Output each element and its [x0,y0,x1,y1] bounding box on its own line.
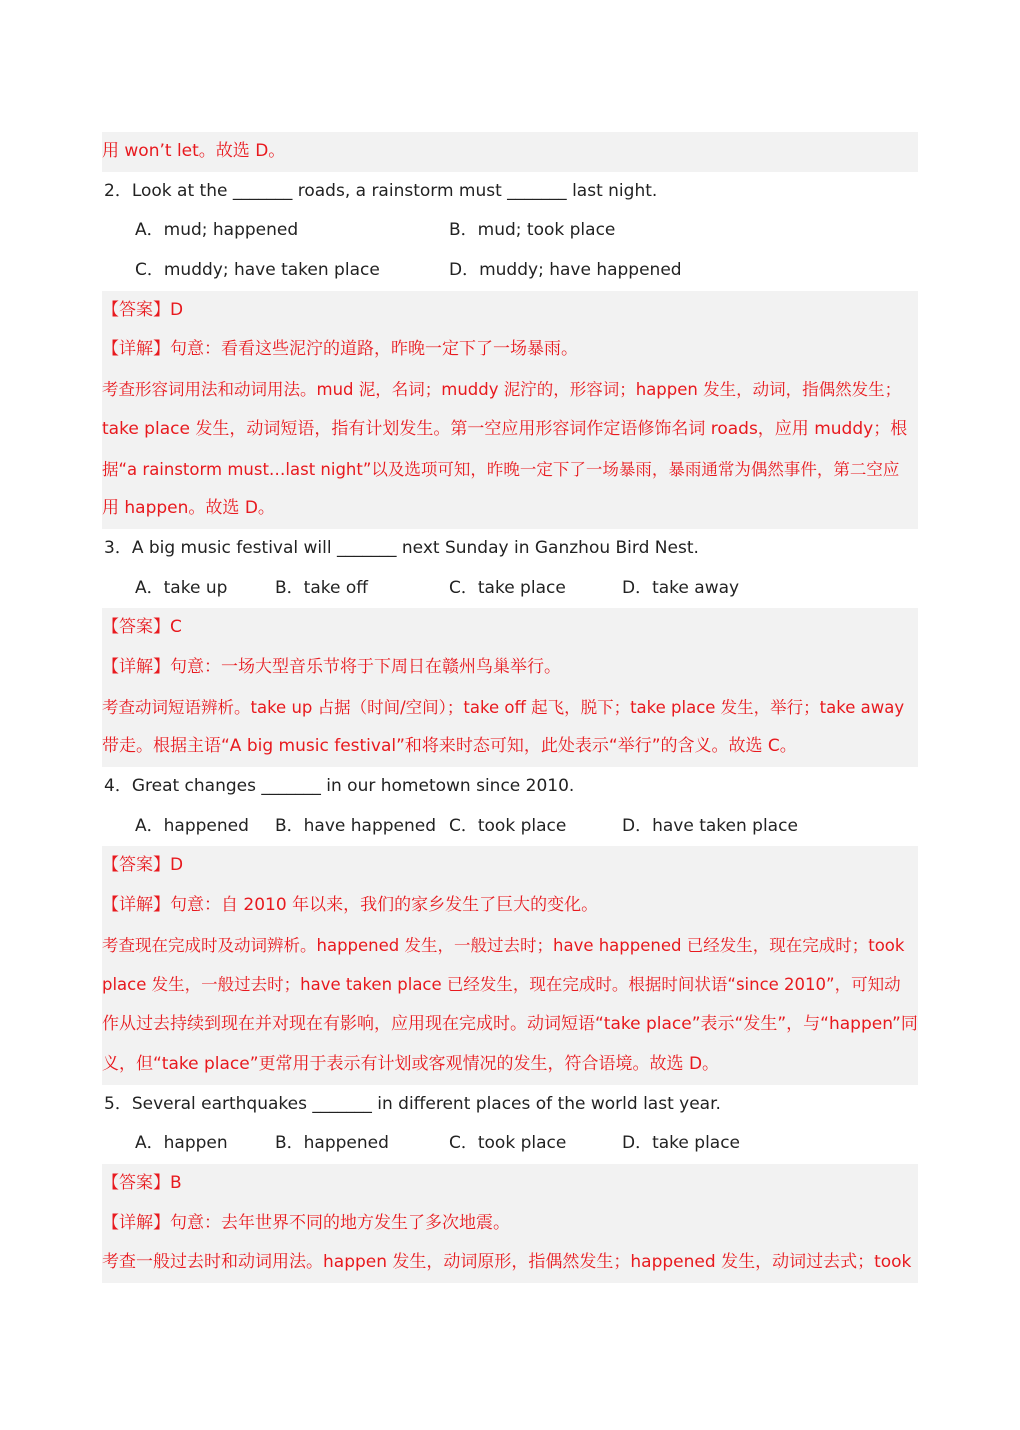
detail-line: take place 发生，动词短语，指有计划发生。第一空应用形容词作定语修饰名词 roads，应用 muddy；根 [102,418,908,439]
option-d: D．take away [622,577,740,598]
detail-line: place 发生，一般过去时；have taken place 已经发生，现在完成时。根据时间状语“since 2010”，可知动 [102,975,901,995]
answer-label: 【答案】D [102,855,184,876]
detail-line: 带走。根据主语“A big music festival”和将来时态可知，此处表示“举行”的含义。故选 C。 [102,736,797,757]
option-a: A．happen [135,1133,228,1154]
detail-translation: 【详解】句意：一场大型音乐节将于下周日在赣州鸟巢举行。 [102,656,561,677]
option-c: C．took place [449,1133,567,1154]
option-a: A．mud; happened [135,220,299,241]
detail-line: 义，但“take place”更常用于表示有计划或客观情况的发生，符合语境。故选 D。 [102,1053,720,1074]
option-d: D．take place [622,1133,741,1154]
detail-line: 考查一般过去时和动词用法。happen 发生，动词原形，指偶然发生；happened 发生，动词过去式；took [102,1252,912,1273]
question-2-stem: 2．Look at the _______ roads, a rainstorm must _______ last night. [104,180,658,201]
question-5-options [102,1124,918,1164]
question-4-options [102,807,918,847]
question-2-answer-block [102,291,918,529]
option-b: B．have happened [275,815,437,836]
answer-label: 【答案】B [102,1172,182,1193]
option-b: B．mud; took place [449,220,616,241]
option-c: C．took place [449,815,567,836]
question-4-stem: 4．Great changes _______ in our hometown since 2010. [104,776,575,796]
detail-line: 考查动词短语辨析。take up 占据（时间/空间）；take off 起飞，脱下；take place 发生，举行；take away [102,697,905,717]
question-3-stem: 3．A big music festival will _______ next Sunday in Ganzhou Bird Nest. [104,537,699,558]
question-5-answer-block [102,1164,918,1283]
detail-line: 考查现在完成时及动词辨析。happened 发生，一般过去时；have happened 已经发生，现在完成时；took [102,935,905,955]
option-a: A．take up [135,577,228,598]
detail-line: 作从过去持续到现在并对现在有影响，应用现在完成时。动词短语“take place”表示“发生”，与“happen”同 [102,1014,918,1035]
question-3-answer-block [102,608,918,767]
option-b: B．take off [275,577,368,598]
question-2-options-row2 [102,251,918,291]
option-d: D．have taken place [622,815,798,836]
question-3-options [102,569,918,609]
answer-label: 【答案】C [102,617,182,638]
answer-label: 【答案】D [102,299,184,320]
detail-line: 据“a rainstorm must…last night”以及选项可知，昨晚一定下了一场暴雨，暴雨通常为偶然事件，第二空应 [102,459,900,479]
question-2-options-row1 [102,211,918,251]
option-c: C．take place [449,577,566,598]
document-page [102,132,918,1283]
question-4-answer-block [102,846,918,1084]
option-d: D．muddy; have happened [449,260,682,281]
option-a: A．happened [135,815,249,836]
detail-line: 考查形容词用法和动词用法。mud 泥，名词；muddy 泥泞的，形容词；happen 发生，动词，指偶然发生； [102,380,902,400]
detail-translation: 【详解】句意：去年世界不同的地方发生了多次地震。 [102,1212,510,1233]
detail-translation: 【详解】句意：自 2010 年以来，我们的家乡发生了巨大的变化。 [102,895,599,916]
detail-line: 用 happen。故选 D。 [102,498,275,519]
detail-translation: 【详解】句意：看看这些泥泞的道路，昨晚一定下了一场暴雨。 [102,339,578,360]
option-b: B．happened [275,1133,389,1154]
option-c: C．muddy; have taken place [135,260,380,281]
prev-explanation-tail: 用 won’t let。故选 D。 [102,132,918,172]
question-5-stem: 5．Several earthquakes _______ in different places of the world last year. [104,1093,721,1114]
